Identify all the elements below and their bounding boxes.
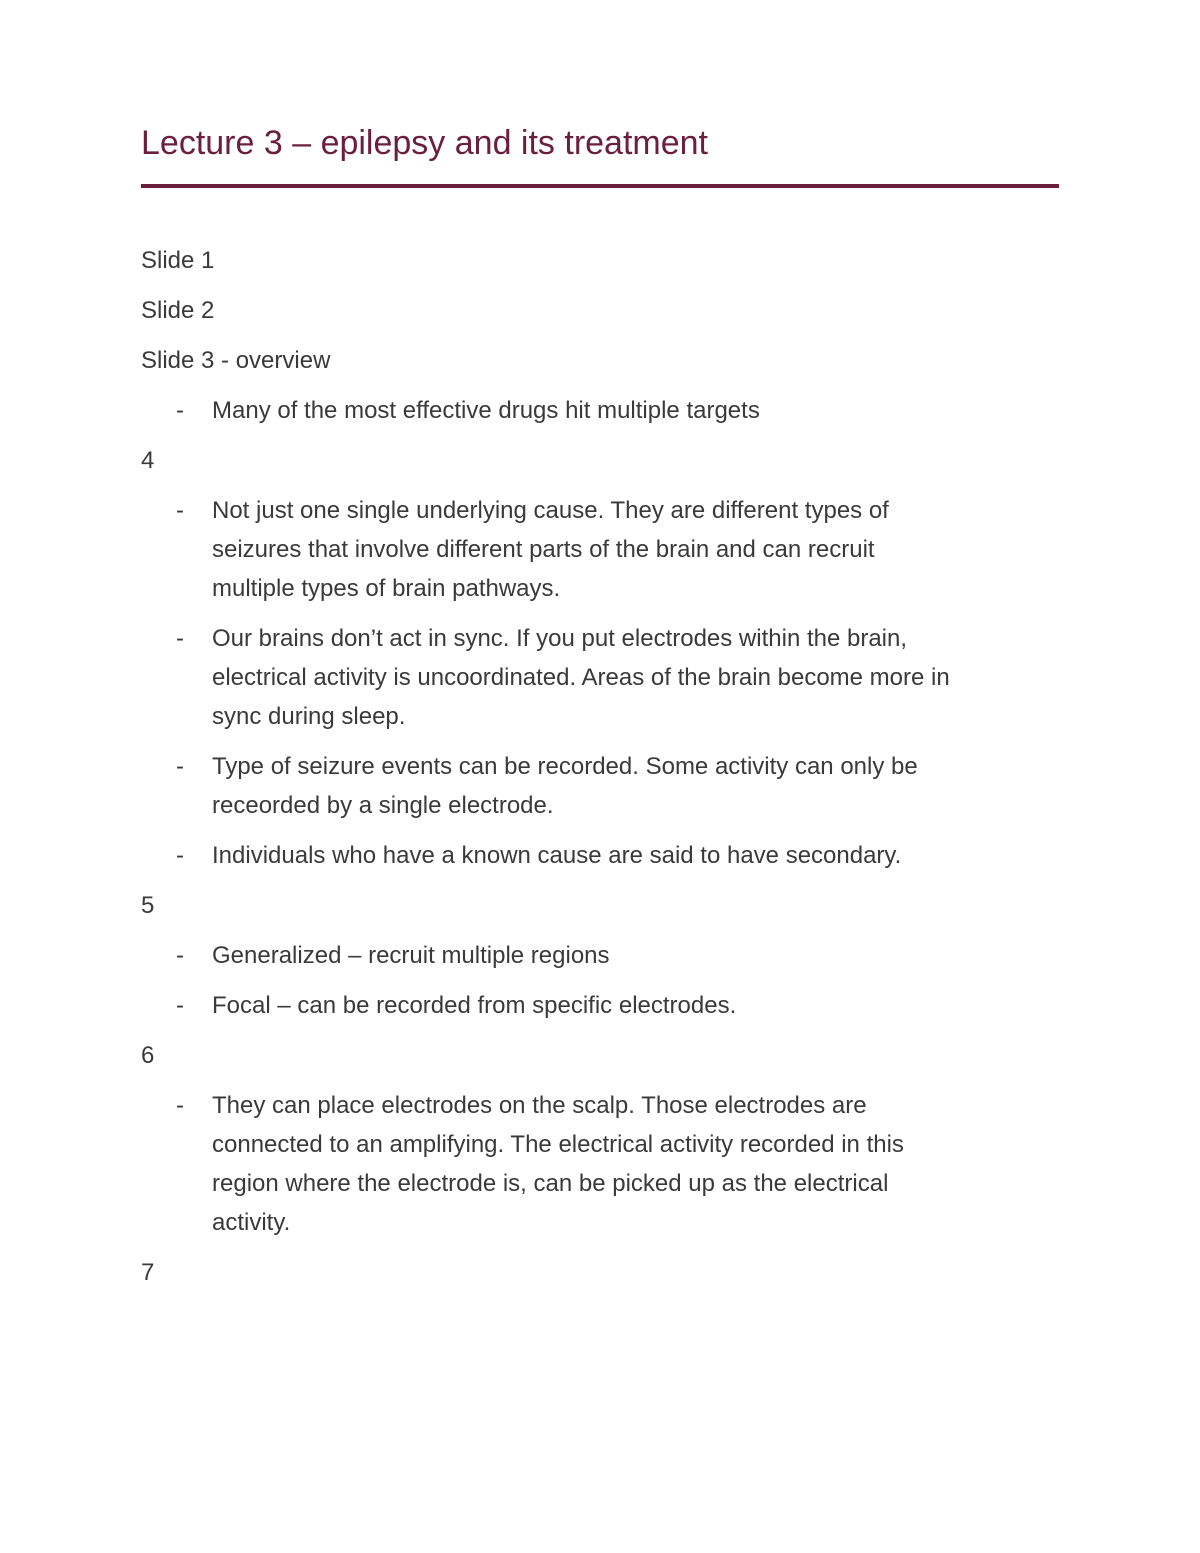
list-item-line: Our brains don’t act in sync. If you put electrodes within the brain, (212, 625, 908, 652)
bullet-marker: - (176, 753, 184, 780)
list-item (141, 491, 1059, 608)
list-item-line: connected to an amplifying. The electrical activity recorded in this (212, 1131, 904, 1158)
list-item (141, 836, 1059, 875)
list-item-line: sync during sleep. (212, 703, 406, 730)
list-item (141, 619, 1059, 736)
list-item (141, 747, 1059, 825)
list-item-text: Many of the most effective drugs hit multiple targets (212, 397, 760, 424)
list-item (141, 391, 1059, 430)
paragraph-slide-5: 5 (141, 892, 155, 919)
list-item-line: They can place electrodes on the scalp. Those electrodes are (212, 1092, 867, 1119)
title-divider (141, 184, 1059, 188)
bullet-marker: - (176, 625, 184, 652)
list-item-line: Not just one single underlying cause. They are different types of (212, 497, 889, 524)
paragraph-slide-4: 4 (141, 447, 155, 474)
paragraph-slide-1: Slide 1 (141, 247, 215, 274)
bullet-marker: - (176, 942, 184, 969)
list-item-line: multiple types of brain pathways. (212, 575, 561, 602)
bullet-marker: - (176, 842, 184, 869)
list-item-line: region where the electrode is, can be picked up as the electrical (212, 1170, 889, 1197)
list-item-text: Generalized – recruit multiple regions (212, 942, 610, 969)
list-item (141, 936, 1059, 975)
list-item-text: Individuals who have a known cause are said to have secondary. (212, 842, 902, 869)
bullet-marker: - (176, 397, 184, 424)
list-item (141, 1086, 1059, 1242)
list-item-line: Type of seizure events can be recorded. Some activity can only be (212, 753, 918, 780)
document-body (141, 241, 1059, 1303)
bullet-marker: - (176, 497, 184, 524)
list-item-text: Focal – can be recorded from specific electrodes. (212, 992, 737, 1019)
paragraph-slide-2: Slide 2 (141, 297, 215, 324)
list-item-line: seizures that involve different parts of the brain and can recruit (212, 536, 875, 563)
document-title: Lecture 3 – epilepsy and its treatment (141, 124, 708, 162)
list-item (141, 986, 1059, 1025)
paragraph-slide-3: Slide 3 - overview (141, 347, 331, 374)
bullet-marker: - (176, 1092, 184, 1119)
list-item-line: activity. (212, 1209, 291, 1236)
list-item-line: electrical activity is uncoordinated. Areas of the brain become more in (212, 664, 950, 691)
paragraph-slide-6: 6 (141, 1042, 155, 1069)
paragraph-slide-7: 7 (141, 1259, 155, 1286)
list-item-line: receorded by a single electrode. (212, 792, 554, 819)
bullet-marker: - (176, 992, 184, 1019)
